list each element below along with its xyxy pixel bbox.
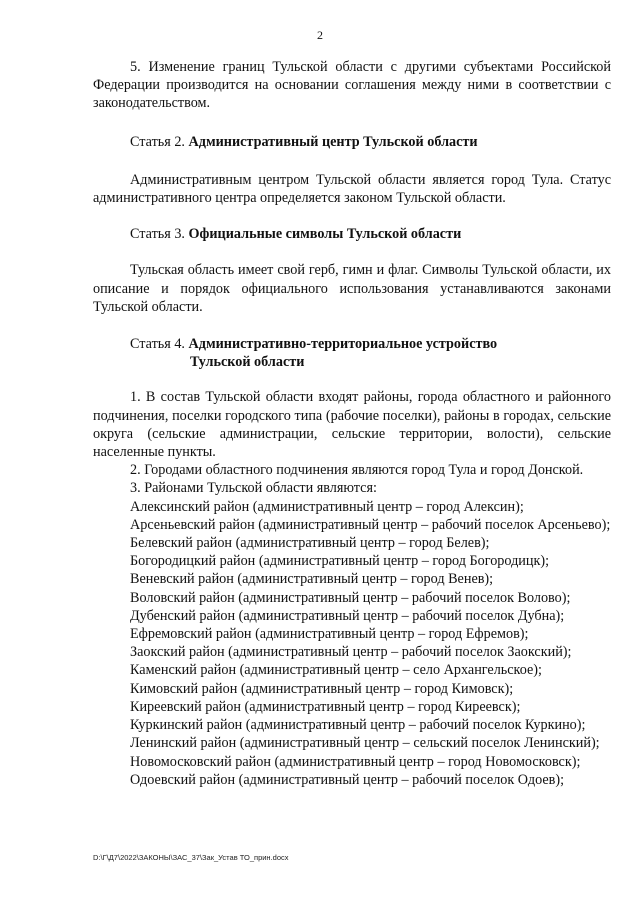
district-list: [93, 498, 611, 789]
article-4-paragraph-3: 3. Районами Тульской области являются:: [130, 480, 377, 497]
district-item: Ленинский район (административный центр – сельский поселок Ленинский);: [130, 735, 600, 752]
paragraph-border-changes: 5. Изменение границ Тульской области с другими субъектами Российской Федерации производится на основании соглашения между ними в соответствии с законодательством.: [93, 59, 611, 112]
district-item: Заокский район (административный центр – рабочий поселок Заокский);: [130, 644, 572, 661]
district-item: Белевский район (административный центр – город Белев);: [130, 535, 490, 552]
district-item: Куркинский район (административный центр – рабочий поселок Куркино);: [130, 717, 586, 734]
district-item: Дубенский район (административный центр – рабочий поселок Дубна);: [130, 607, 565, 624]
document-body: [93, 58, 611, 789]
article-4-heading: [93, 335, 611, 353]
article-3-heading: [93, 225, 611, 243]
article-4-paragraph-1: 1. В состав Тульской области входят районы, города областного и районного подчинения, поселки городского типа (рабочие поселки), районы в городах, сельские округа (сельские администрации, сельские территории, волости), сельские населенные пункты.: [93, 389, 611, 461]
article-4-prefix: Статья 4.: [130, 336, 189, 353]
district-item: Одоевский район (административный центр – рабочий поселок Одоев);: [130, 771, 565, 788]
district-item: Ефремовский район (административный центр – город Ефремов);: [130, 626, 529, 643]
district-item: Воловский район (административный центр – рабочий поселок Волово);: [130, 589, 571, 606]
district-item: Алексинский район (административный центр – город Алексин);: [130, 498, 524, 515]
article-2-title: Административный центр Тульской области: [188, 133, 478, 150]
article-4-title-line1: Административно-территориальное устройство: [188, 336, 498, 353]
district-item: Каменский район (административный центр – село Архангельское);: [130, 662, 542, 679]
page-number: 2: [317, 28, 323, 42]
article-2-prefix: Статья 2.: [130, 133, 189, 150]
district-item: Арсеньевский район (административный центр – рабочий поселок Арсеньево);: [130, 516, 611, 533]
article-3-text: Тульская область имеет свой герб, гимн и флаг. Символы Тульской области, их описание и порядок официального использования устанавливаются законами Тульской области.: [93, 262, 611, 315]
article-4-title-line2: Тульской области: [190, 354, 305, 371]
article-2-text: Административным центром Тульской области является город Тула. Статус административного центра определяется законом Тульской области.: [93, 171, 611, 207]
district-item: Богородицкий район (административный центр – город Богородицк);: [130, 553, 550, 570]
district-item: Веневский район (административный центр – город Венев);: [130, 571, 494, 588]
article-3-prefix: Статья 3.: [130, 226, 189, 243]
district-item: Новомосковский район (административный центр – город Новомосковск);: [130, 753, 581, 770]
article-2-heading: [93, 133, 611, 151]
district-item: Кимовский район (административный центр – город Кимовск);: [130, 680, 514, 697]
article-4-paragraph-2: 2. Городами областного подчинения являются город Тула и город Донской.: [130, 462, 584, 479]
file-path-footer: D:\Г\Д7\2022\ЗАКОНЫ\ЗАС_37\Зак_Устав ТО_прин.docx: [93, 853, 289, 862]
district-item: Киреевский район (административный центр – город Киреевск);: [130, 698, 521, 715]
article-3-title: Официальные символы Тульской области: [188, 226, 462, 243]
